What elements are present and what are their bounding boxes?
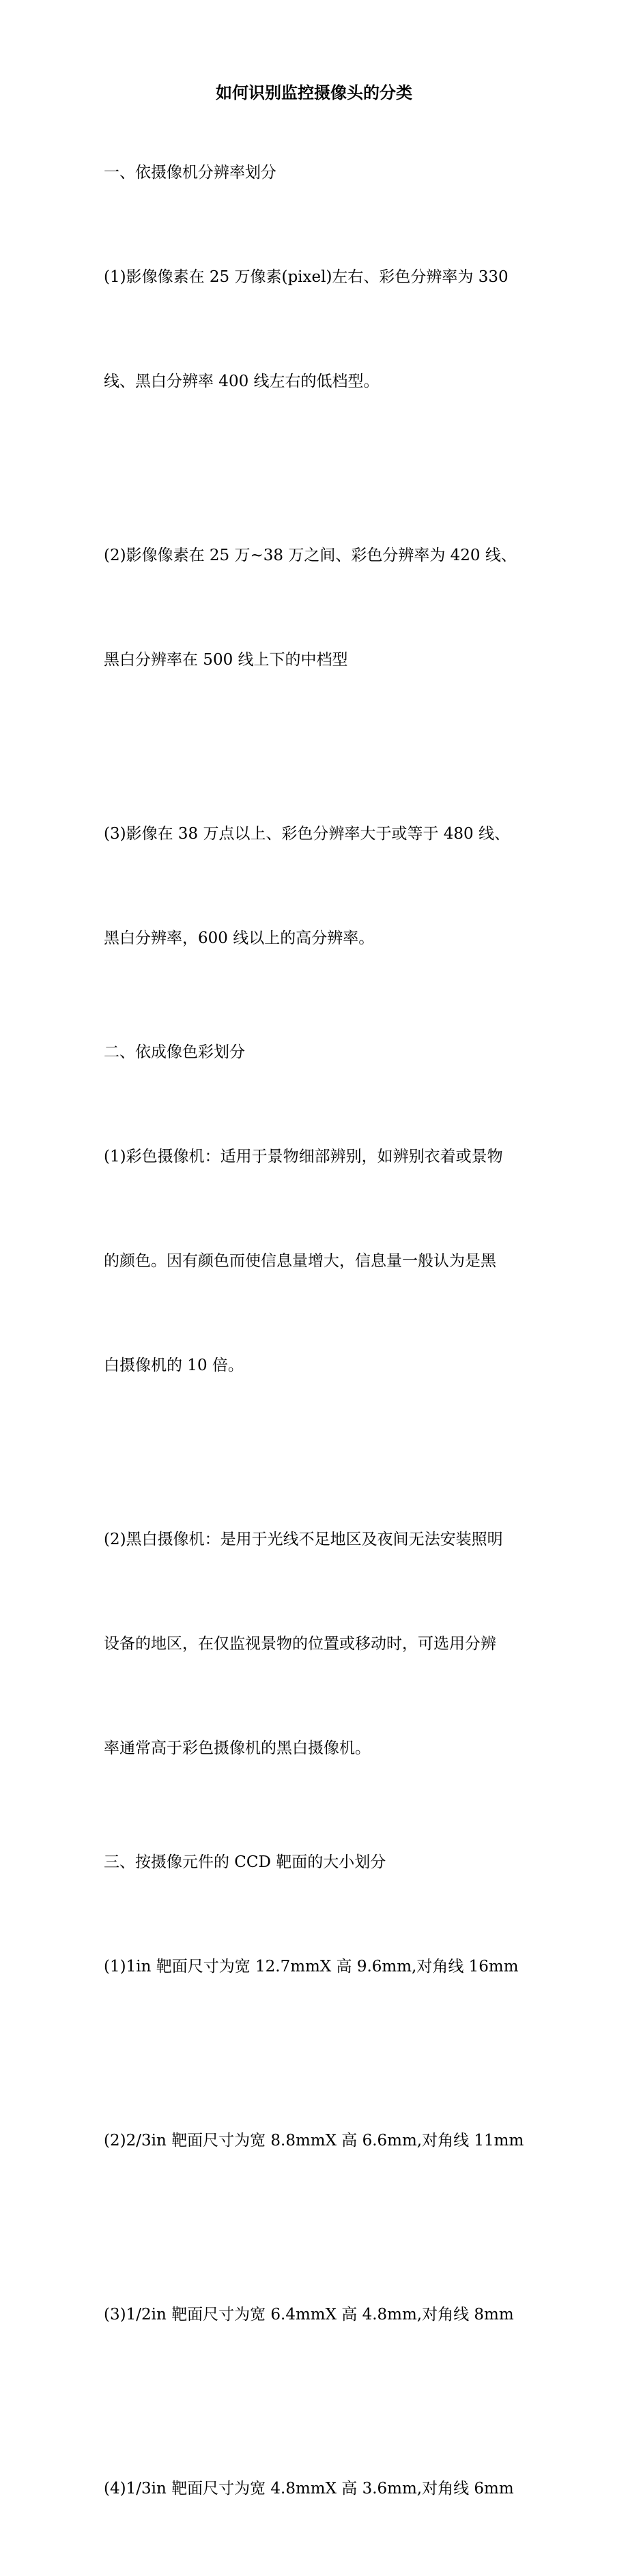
document-title: 如何识别监控摄像头的分类 xyxy=(216,83,412,102)
text-line: 率通常高于彩色摄像机的黑白摄像机。 xyxy=(104,1739,371,1757)
paragraph xyxy=(104,747,530,1026)
paragraph xyxy=(104,1070,530,1453)
text-line: (2)2/3in 靶面尺寸为宽 8.8mmX 高 6.6mm,对角线 11mm xyxy=(104,2132,524,2150)
text-line: 黑白分辨率，600 线以上的高分辨率。 xyxy=(104,929,375,947)
paragraph xyxy=(104,1453,530,1836)
text-line: (2)影像像素在 25 万~38 万之间、彩色分辨率为 420 线、 xyxy=(104,547,517,564)
section-heading: 一、依摄像机分辨率划分 xyxy=(104,164,276,182)
section-heading: 三、按摄像元件的 CCD 靶面的大小划分 xyxy=(104,1853,386,1871)
document-body xyxy=(104,156,530,2576)
paragraph xyxy=(104,190,530,469)
paragraph xyxy=(104,2054,530,2228)
text-line: (2)黑白摄像机：是用于光线不足地区及夜间无法安装照明 xyxy=(104,1531,503,1548)
section-color xyxy=(104,1035,530,1836)
section-ccd-size xyxy=(104,1845,530,2576)
section-heading: 二、依成像色彩划分 xyxy=(104,1043,245,1061)
text-line: (1)彩色摄像机：适用于景物细部辨别，如辨别衣着或景物 xyxy=(104,1148,503,1166)
text-line: (1)影像像素在 25 万像素(pixel)左右、彩色分辨率为 330 xyxy=(104,268,509,286)
text-line: 设备的地区，在仅监视景物的位置或移动时，可选用分辨 xyxy=(104,1635,496,1653)
paragraph xyxy=(104,1880,530,2054)
text-line: 黑白分辨率在 500 线上下的中档型 xyxy=(104,651,348,669)
text-line: 线、黑白分辨率 400 线左右的低档型。 xyxy=(104,373,380,390)
text-line: (4)1/3in 靶面尺寸为宽 4.8mmX 高 3.6mm,对角线 6mm xyxy=(104,2480,514,2498)
paragraph xyxy=(104,2228,530,2402)
text-line: 白摄像机的 10 倍。 xyxy=(104,1357,244,1374)
section-resolution xyxy=(104,156,530,1026)
text-line: (3)影像在 38 万点以上、彩色分辨率大于或等于 480 线、 xyxy=(104,825,510,843)
paragraph xyxy=(104,2402,530,2576)
text-line: (1)1in 靶面尺寸为宽 12.7mmX 高 9.6mm,对角线 16mm xyxy=(104,1958,519,1976)
paragraph xyxy=(104,469,530,747)
text-line: (3)1/2in 靶面尺寸为宽 6.4mmX 高 4.8mm,对角线 8mm xyxy=(104,2306,514,2324)
text-line: 的颜色。因有颜色而使信息量增大，信息量一般认为是黑 xyxy=(104,1252,496,1270)
